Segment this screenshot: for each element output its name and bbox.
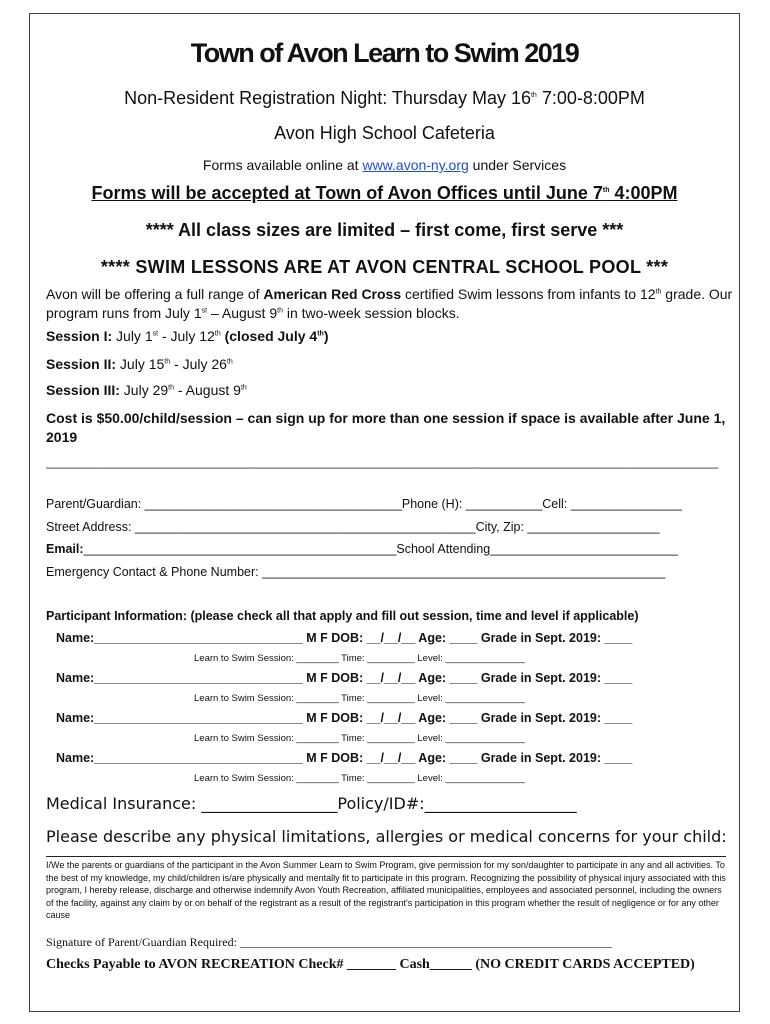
participant-session-row-3[interactable]: Learn to Swim Session: ________ Time: _________ Level: _______________ (194, 733, 525, 744)
page-title: Town of Avon Learn to Swim 2019 (190, 38, 579, 68)
session-3: Session III: July 29th - August 9th (46, 382, 247, 398)
participant-name-row-3[interactable]: Name:______________________________ M F DOB: __/__/__ Age: ____ Grade in Sept. 2019: ____ (56, 711, 633, 725)
participant-heading: Participant Information: (please check all that apply and fill out session, time and level if applicable) (46, 609, 639, 623)
parent-guardian-field[interactable]: Parent/Guardian: _____________________________________Phone (H): ___________Cell: ________________ (46, 497, 682, 511)
forms-online: Forms available online at www.avon-ny.org under Services (202, 157, 567, 173)
medical-concerns-line[interactable] (46, 856, 726, 857)
class-size-notice: **** All class sizes are limited – first come, first serve *** (145, 220, 624, 240)
street-address-field[interactable]: Street Address: _________________________________________________City, Zip: ___________________ (46, 520, 660, 534)
cost-notice: Cost is $50.00/child/session – can sign up for more than one session if space is available after June 1, 2019 (46, 410, 726, 445)
website-link[interactable]: www.avon-ny.org (362, 157, 469, 173)
location: Avon High School Cafeteria (274, 123, 495, 143)
participant-name-row-4[interactable]: Name:______________________________ M F DOB: __/__/__ Age: ____ Grade in Sept. 2019: ____ (56, 751, 633, 765)
medical-insurance-field[interactable]: Medical Insurance: _________________Policy/ID#:___________________ (46, 794, 577, 813)
pool-notice: **** SWIM LESSONS ARE AT AVON CENTRAL SCHOOL POOL *** (100, 257, 669, 277)
emergency-contact-field[interactable]: Emergency Contact & Phone Number: __________________________________________________________ (46, 565, 666, 579)
registration-night: Non-Resident Registration Night: Thursday May 16th 7:00-8:00PM (124, 88, 645, 108)
section-divider: _____________________________________________________________________________________________ (46, 454, 719, 469)
signature-field[interactable]: Signature of Parent/Guardian Required: ______________________________________________________________ (46, 935, 612, 949)
session-2: Session II: July 15th - July 26th (46, 356, 233, 372)
participant-session-row-4[interactable]: Learn to Swim Session: ________ Time: _________ Level: _______________ (194, 773, 525, 784)
participant-session-row-2[interactable]: Learn to Swim Session: ________ Time: _________ Level: _______________ (194, 693, 525, 704)
session-1: Session I: July 1st - July 12th (closed July 4th) (46, 328, 329, 344)
deadline-notice: Forms will be accepted at Town of Avon Offices until June 7th 4:00PM (91, 183, 678, 203)
registration-form-page (29, 13, 740, 1012)
participant-name-row-1[interactable]: Name:______________________________ M F DOB: __/__/__ Age: ____ Grade in Sept. 2019: ____ (56, 631, 633, 645)
medical-concerns-prompt: Please describe any physical limitations, allergies or medical concerns for your child: (46, 827, 727, 846)
email-field[interactable]: Email:_____________________________________________School Attending___________________________ (46, 542, 678, 556)
liability-waiver: I/We the parents or guardians of the participant in the Avon Summer Learn to Swim Program, give permission for my son/daughter to participate in any and all activities. To the best of my knowledge, my child/children is/are physically and mentally fit to participate in this program. Recognizing the possibility of physical injury associated with this program, I hereby release, discharge and otherwise indemnify Avon Youth Recreation, affiliated municipalities, employees and associated personnel, including the owners of the facility, against any claim by or on behalf of the registrant as a result of the registrant's participation in this program whether the result of negligence or for any other cause (46, 860, 726, 920)
participant-name-row-2[interactable]: Name:______________________________ M F DOB: __/__/__ Age: ____ Grade in Sept. 2019: ____ (56, 671, 633, 685)
payment-instructions: Checks Payable to AVON RECREATION Check# _______ Cash______ (NO CREDIT CARDS ACCEPTED) (46, 957, 695, 972)
program-intro: Avon will be offering a full range of American Red Cross certified Swim lessons from infants to 12th grade. Our program runs from July 1st – August 9th in two-week session blocks. (46, 286, 733, 321)
participant-session-row-1[interactable]: Learn to Swim Session: ________ Time: _________ Level: _______________ (194, 653, 525, 664)
